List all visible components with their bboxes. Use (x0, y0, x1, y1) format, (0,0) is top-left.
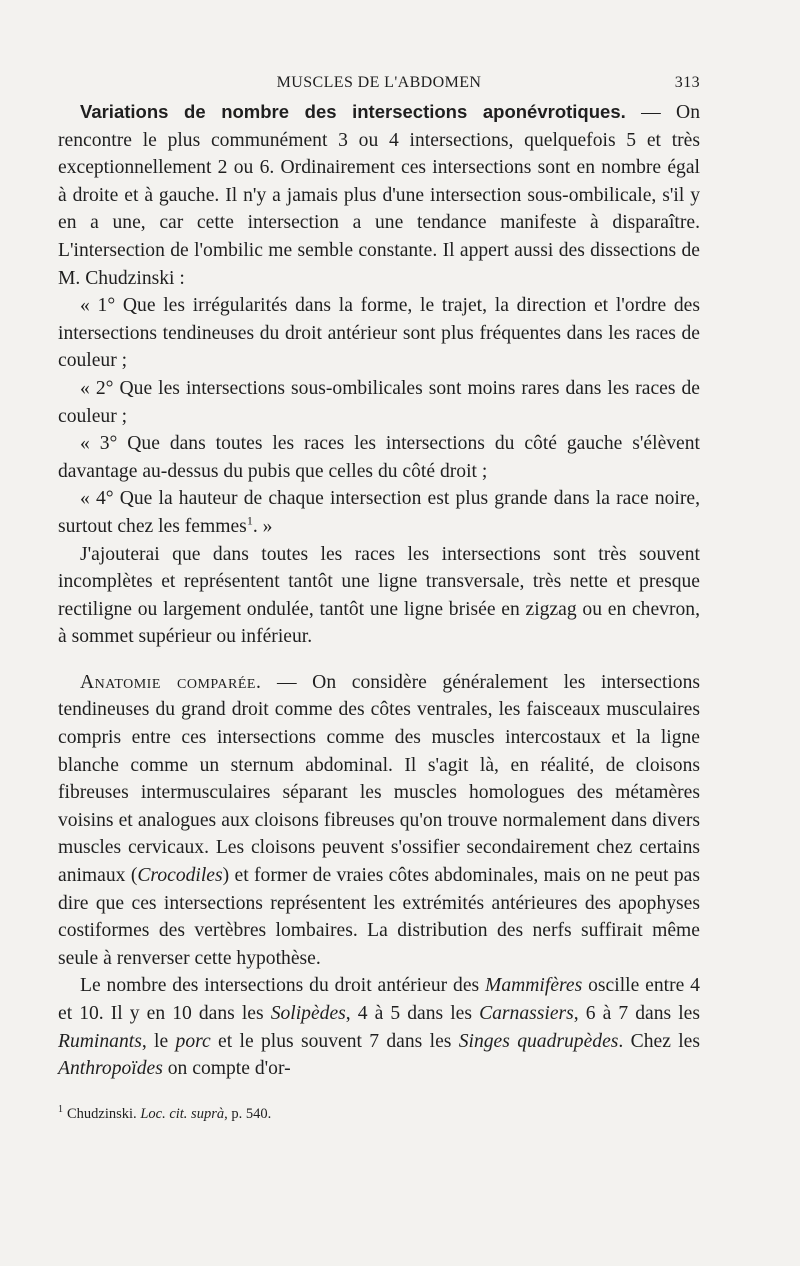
mammiferes-text-c: , 4 à 5 dans les (345, 1003, 480, 1024)
paragraph-anatomie-comparee (58, 669, 700, 973)
mammiferes-text-d: , 6 à 7 dans les (573, 1003, 700, 1024)
mammiferes-text-g: . Chez les (618, 1030, 700, 1052)
quote-item-1: « 1° Que les irrégularités dans la forme, le trajet, la direction et l'ordre des intersections tendineuses du droit antérieur sont plus fréquentes dans les races de couleur ; (58, 295, 700, 372)
quote-item-4-end: . » (252, 515, 273, 537)
paragraph-variations-text: — On rencontre le plus communément 3 ou 4 intersections, quelquefois 5 et très exceptionnellement 2 ou 6. Ordinairement ces intersections sont en nombre égal à droite et à gauche. Il n'y a jamais plus d'une intersection sous-ombilicale, s'il y en a une, car cette intersection a une tendance manifeste à disparaître. L'intersection de l'ombilic me semble constante. Il appert aussi des dissections de M. Chudzinski : (58, 102, 700, 289)
crocodiles-term: Crocodiles (137, 865, 223, 887)
ruminants-term: Ruminants (58, 1030, 142, 1052)
section-gap (58, 651, 700, 669)
main-text (58, 98, 700, 1083)
quote-item-3: « 3° Que dans toutes les races les intersections du côté gauche s'élèvent davantage au-dessus du pubis que celles du côté droit ; (58, 433, 700, 482)
footnote (58, 1101, 700, 1123)
mammiferes-text-f: et le plus souvent 7 dans les (210, 1030, 459, 1052)
quote-item-4 (58, 485, 700, 540)
page-number: 313 (674, 74, 700, 91)
anthropoides-term: Anthropoïdes (58, 1058, 163, 1080)
footnote-author: Chudzinski. (67, 1105, 141, 1122)
footnote-page: , p. 540. (224, 1105, 272, 1122)
singes-term: Singes quadrupèdes (458, 1030, 619, 1052)
quote-item-4-text: « 4° Que la hauteur de chaque intersection est plus grande dans la race noire, surtout chez les femmes (58, 488, 700, 537)
anatomie-text-b: ) et former de vraies côtes abdominales, mais on ne peut pas dire que ces intersections représentent les extrémités antérieures des apophyses costiformes des vertèbres lombaires. La distribution des nerfs suffirait même seule à renverser cette hypothèse. (58, 865, 700, 969)
mammiferes-text-a: Le nombre des intersections du droit antérieur des (80, 975, 486, 997)
book-page (58, 68, 700, 1123)
mammiferes-text-h: on compte d'or- (162, 1058, 291, 1080)
section-heading-anatomie: Anatomie comparée. (80, 671, 262, 693)
section-heading-variations: Variations de nombre des intersections aponévrotiques. (80, 101, 626, 122)
running-head (58, 68, 700, 98)
solipedes-term: Solipèdes (270, 1003, 346, 1024)
mammiferes-term: Mammifères (485, 975, 583, 997)
paragraph-variations (58, 98, 700, 292)
quote-item-2: « 2° Que les intersections sous-ombilicales sont moins rares dans les races de couleur ; (58, 377, 700, 427)
mammiferes-text-b: oscille entre 4 et 10. Il y en 10 dans les (58, 975, 700, 1024)
mammiferes-text-e: , le (141, 1030, 176, 1052)
porc-term: porc (175, 1030, 211, 1052)
footnote-mark: 1 (58, 1103, 63, 1115)
anatomie-text-a: — On considère généralement les intersections tendineuses du grand droit comme des côtes ventrales, les faisceaux musculaires compris entre ces intersections comme des muscles intercostaux et la ligne blanche comme un sternum abdominal. Il s'agit là, en réalité, de cloisons fibreuses intermusculaires séparant les muscles homologues des métamères voisins et analogues aux cloisons fibreuses qu'on trouve normalement dans divers muscles cervicaux. Les cloisons peuvent s'ossifier secondairement chez certains animaux ( (58, 671, 700, 887)
paragraph-mammiferes (58, 972, 700, 1082)
paragraph-incompletes: J'ajouterai que dans toutes les races les intersections sont très souvent incomplètes et représentent tantôt une ligne transversale, très nette et presque rectiligne ou largement ondulée, tantôt une ligne brisée en zigzag ou en chevron, à sommet supérieur ou inférieur. (58, 543, 700, 648)
carnassiers-term: Carnassiers (479, 1003, 574, 1024)
footnote-reference-italic: Loc. cit. suprà (140, 1105, 225, 1122)
running-title: MUSCLES DE L'ABDOMEN (276, 74, 482, 91)
footnote-reference: 1 (246, 513, 253, 528)
